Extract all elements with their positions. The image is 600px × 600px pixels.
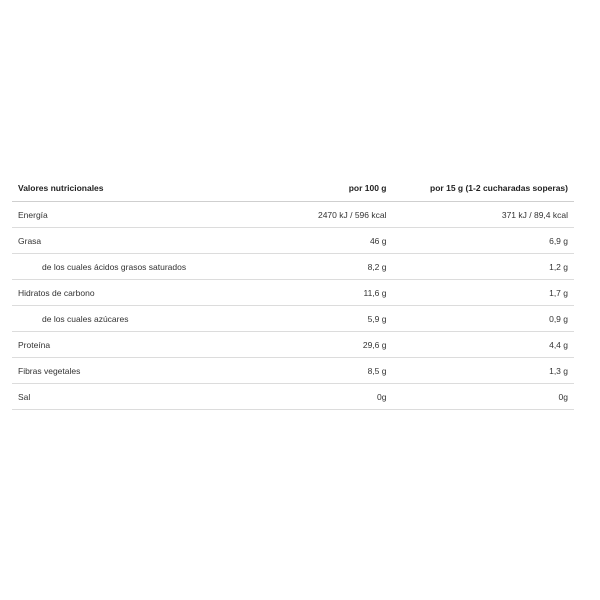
table-row <box>12 306 574 332</box>
value-per-15g: 4,4 g <box>392 332 574 358</box>
nutrient-name: de los cuales azúcares <box>12 306 304 332</box>
table-row <box>12 202 574 228</box>
table-row <box>12 254 574 280</box>
nutrient-name: Grasa <box>12 228 304 254</box>
header-per-100g: por 100 g <box>304 174 393 202</box>
table-row <box>12 384 574 410</box>
header-nutritional-values: Valores nutricionales <box>12 174 304 202</box>
table-header <box>12 174 574 202</box>
table-body <box>12 202 574 410</box>
nutrient-name: Hidratos de carbono <box>12 280 304 306</box>
nutrient-name: Energía <box>12 202 304 228</box>
value-per-100g: 8,2 g <box>304 254 393 280</box>
nutrient-name: Sal <box>12 384 304 410</box>
nutrient-name: Proteína <box>12 332 304 358</box>
value-per-100g: 11,6 g <box>304 280 393 306</box>
value-per-15g: 1,7 g <box>392 280 574 306</box>
table-row <box>12 280 574 306</box>
value-per-100g: 2470 kJ / 596 kcal <box>304 202 393 228</box>
value-per-100g: 29,6 g <box>304 332 393 358</box>
value-per-100g: 5,9 g <box>304 306 393 332</box>
nutrient-name: de los cuales ácidos grasos saturados <box>12 254 304 280</box>
nutrient-name: Fibras vegetales <box>12 358 304 384</box>
table-row <box>12 228 574 254</box>
value-per-100g: 46 g <box>304 228 393 254</box>
table-header-row <box>12 174 574 202</box>
table-row <box>12 332 574 358</box>
value-per-15g: 0,9 g <box>392 306 574 332</box>
value-per-100g: 0g <box>304 384 393 410</box>
table-row <box>12 358 574 384</box>
value-per-15g: 1,3 g <box>392 358 574 384</box>
value-per-100g: 8,5 g <box>304 358 393 384</box>
value-per-15g: 0g <box>392 384 574 410</box>
header-per-15g: por 15 g (1-2 cucharadas soperas) <box>392 174 574 202</box>
nutrition-table <box>12 174 574 410</box>
value-per-15g: 1,2 g <box>392 254 574 280</box>
value-per-15g: 6,9 g <box>392 228 574 254</box>
value-per-15g: 371 kJ / 89,4 kcal <box>392 202 574 228</box>
